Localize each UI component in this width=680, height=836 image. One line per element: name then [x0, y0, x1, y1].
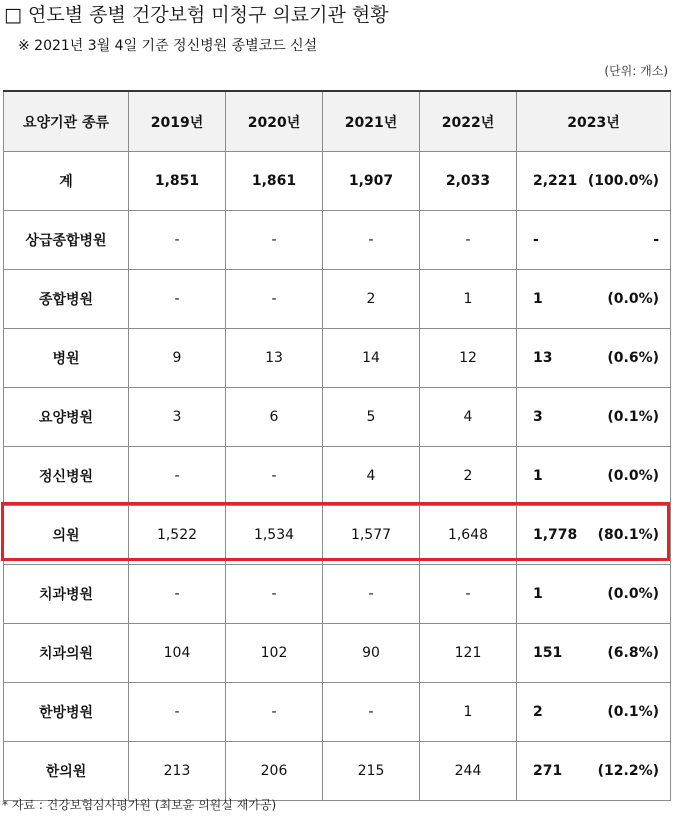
share-percent: (0.6%) — [607, 350, 659, 366]
table-row — [4, 624, 671, 683]
header-2020: 2020년 — [226, 91, 323, 152]
cell-2020: 206 — [226, 742, 323, 801]
cell-2021: 215 — [323, 742, 420, 801]
cell-2021: 4 — [323, 447, 420, 506]
value-2023: 151 — [533, 645, 563, 661]
value-2023: 271 — [533, 763, 563, 779]
cell-2022: 1 — [420, 683, 517, 742]
table-header-row — [4, 91, 671, 152]
share-percent: (0.1%) — [607, 704, 659, 720]
header-2023: 2023년 — [517, 91, 671, 152]
cell-2020: - — [226, 565, 323, 624]
cell-2021: 90 — [323, 624, 420, 683]
cell-2019: 1,851 — [129, 152, 226, 211]
cell-2020: - — [226, 211, 323, 270]
cell-2023 — [517, 506, 671, 565]
cell-2022: 4 — [420, 388, 517, 447]
cell-2023 — [517, 624, 671, 683]
share-percent: (0.1%) — [607, 409, 659, 425]
value-2023: 3 — [533, 409, 543, 425]
page-title: □ 연도별 종별 건강보험 미청구 의료기관 현황 — [4, 4, 389, 26]
cell-2021: 1,577 — [323, 506, 420, 565]
cell-2020: 1,534 — [226, 506, 323, 565]
cell-2023 — [517, 211, 671, 270]
cell-2020: - — [226, 447, 323, 506]
cell-2022: 1,648 — [420, 506, 517, 565]
cell-2021: 5 — [323, 388, 420, 447]
cell-2019: 104 — [129, 624, 226, 683]
value-2023: 1 — [533, 586, 543, 602]
row-category: 종합병원 — [4, 270, 129, 329]
cell-2021: 14 — [323, 329, 420, 388]
reference-note: ※ 2021년 3월 4일 기준 정신병원 종별코드 신설 — [18, 38, 318, 54]
header-2019: 2019년 — [129, 91, 226, 152]
table-row — [4, 270, 671, 329]
row-category: 한의원 — [4, 742, 129, 801]
cell-2022: 2,033 — [420, 152, 517, 211]
table-row — [4, 388, 671, 447]
cell-2022: 2 — [420, 447, 517, 506]
cell-2023 — [517, 447, 671, 506]
cell-2020: - — [226, 683, 323, 742]
table-row — [4, 565, 671, 624]
cell-2019: 213 — [129, 742, 226, 801]
cell-2020: 102 — [226, 624, 323, 683]
row-category: 상급종합병원 — [4, 211, 129, 270]
cell-2019: 1,522 — [129, 506, 226, 565]
cell-2019: - — [129, 683, 226, 742]
table-row-highlighted — [4, 506, 671, 565]
value-2023: 2,221 — [533, 173, 578, 189]
row-category: 계 — [4, 152, 129, 211]
header-2021: 2021년 — [323, 91, 420, 152]
cell-2022: 244 — [420, 742, 517, 801]
cell-2020: 1,861 — [226, 152, 323, 211]
cell-2023 — [517, 329, 671, 388]
source-footnote: * 자료 : 건강보험심사평가원 (최보윤 의원실 재가공) — [2, 798, 277, 812]
share-percent: (0.0%) — [607, 586, 659, 602]
cell-2021: - — [323, 211, 420, 270]
value-2023: 13 — [533, 350, 553, 366]
share-percent: (0.0%) — [607, 291, 659, 307]
cell-2022: - — [420, 211, 517, 270]
cell-2022: 121 — [420, 624, 517, 683]
cell-2023 — [517, 270, 671, 329]
cell-2020: 6 — [226, 388, 323, 447]
table-row — [4, 683, 671, 742]
value-2023: 1,778 — [533, 527, 578, 543]
cell-2023 — [517, 683, 671, 742]
header-2022: 2022년 — [420, 91, 517, 152]
cell-2022: 12 — [420, 329, 517, 388]
table-row — [4, 211, 671, 270]
share-percent: (100.0%) — [587, 173, 659, 189]
table-row-total — [4, 152, 671, 211]
cell-2019: - — [129, 270, 226, 329]
row-category: 정신병원 — [4, 447, 129, 506]
cell-2019: - — [129, 211, 226, 270]
cell-2023 — [517, 388, 671, 447]
facility-table — [3, 90, 671, 801]
cell-2023 — [517, 565, 671, 624]
cell-2021: 1,907 — [323, 152, 420, 211]
row-category: 한방병원 — [4, 683, 129, 742]
cell-2022: 1 — [420, 270, 517, 329]
row-category: 의원 — [4, 506, 129, 565]
share-percent: (12.2%) — [597, 763, 659, 779]
value-2023: 1 — [533, 468, 543, 484]
cell-2019: - — [129, 447, 226, 506]
cell-2023 — [517, 742, 671, 801]
cell-2019: - — [129, 565, 226, 624]
cell-2021: - — [323, 683, 420, 742]
row-category: 치과병원 — [4, 565, 129, 624]
share-percent: (0.0%) — [607, 468, 659, 484]
header-category: 요양기관 종류 — [4, 91, 129, 152]
cell-2020: - — [226, 270, 323, 329]
unit-label: (단위: 개소) — [604, 64, 668, 78]
cell-2022: - — [420, 565, 517, 624]
value-2023: 1 — [533, 291, 543, 307]
cell-2019: 3 — [129, 388, 226, 447]
row-category: 요양병원 — [4, 388, 129, 447]
value-2023: 2 — [533, 704, 543, 720]
share-percent: (80.1%) — [597, 527, 659, 543]
row-category: 병원 — [4, 329, 129, 388]
table-row — [4, 742, 671, 801]
table-row — [4, 447, 671, 506]
table-row — [4, 329, 671, 388]
share-percent: - — [653, 232, 659, 248]
value-2023: - — [533, 232, 539, 248]
cell-2020: 13 — [226, 329, 323, 388]
cell-2019: 9 — [129, 329, 226, 388]
cell-2021: 2 — [323, 270, 420, 329]
share-percent: (6.8%) — [607, 645, 659, 661]
cell-2021: - — [323, 565, 420, 624]
cell-2023 — [517, 152, 671, 211]
row-category: 치과의원 — [4, 624, 129, 683]
